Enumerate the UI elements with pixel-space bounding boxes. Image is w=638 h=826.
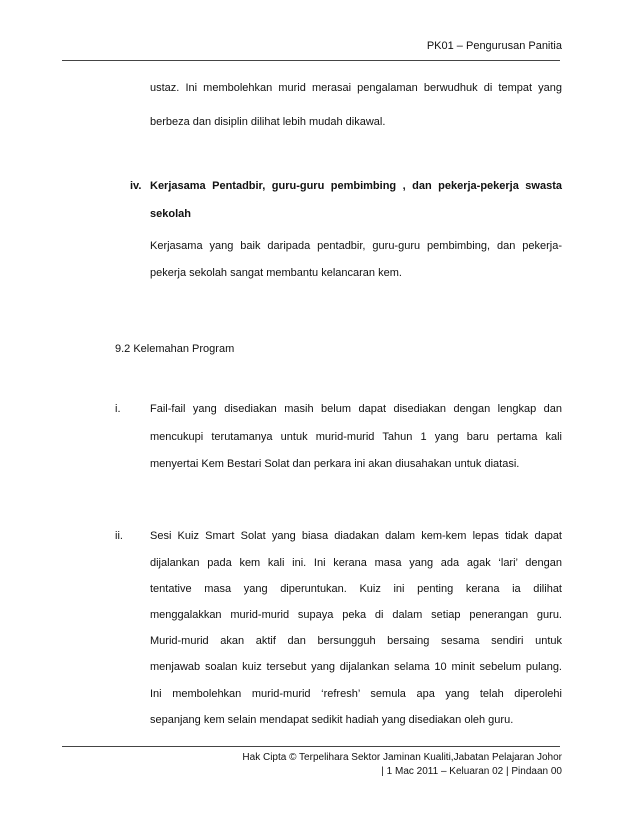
paragraph-line: menggalakkan murid-murid supaya peka di dalam setiap penerangan guru.	[150, 609, 562, 621]
paragraph-line: berbeza dan disiplin dilihat lebih mudah dikawal.	[150, 116, 386, 128]
section-iv-heading: Kerjasama Pentadbir, guru-guru pembimbing , dan pekerja-pekerja swasta	[150, 180, 562, 192]
item-i-marker: i.	[115, 403, 121, 415]
paragraph-line: Ini membolehkan murid-murid ‘refresh’ semula apa yang telah diperolehi	[150, 688, 562, 700]
paragraph-line: sepanjang kem selain mendapat sedikit hadiah yang disediakan oleh guru.	[150, 714, 514, 726]
paragraph-line: mencukupi terutamanya untuk murid-murid Tahun 1 yang baru pertama kali	[150, 431, 562, 443]
paragraph-line: pekerja sekolah sangat membantu kelancaran kem.	[150, 267, 402, 279]
footer-revision: | 1 Mac 2011 – Keluaran 02 | Pindaan 00	[381, 766, 562, 777]
item-ii-marker: ii.	[115, 530, 123, 542]
section-iv-heading: sekolah	[150, 208, 191, 220]
section-iv-marker: iv.	[130, 180, 142, 192]
section-92-title: 9.2 Kelemahan Program	[115, 343, 235, 355]
paragraph-line: tentative masa yang diperuntukan. Kuiz ini penting kerana ia dilihat	[150, 583, 562, 595]
paragraph-line: menyertai Kem Bestari Solat dan perkara ini akan diusahakan untuk diatasi.	[150, 458, 520, 470]
paragraph-line: Kerjasama yang baik daripada pentadbir, guru-guru pembimbing, dan pekerja-	[150, 240, 562, 252]
footer-copyright: Hak Cipta © Terpelihara Sektor Jaminan Kualiti,Jabatan Pelajaran Johor	[242, 752, 562, 763]
paragraph-line: Murid-murid akan aktif dan bersungguh bersaing sesama sendiri untuk	[150, 635, 562, 647]
paragraph-line: Fail-fail yang disediakan masih belum dapat disediakan dengan lengkap dan	[150, 403, 562, 415]
footer-rule	[62, 746, 560, 747]
header-title: PK01 – Pengurusan Panitia	[426, 40, 562, 52]
paragraph-line: ustaz. Ini membolehkan murid merasai pengalaman berwudhuk di tempat yang	[150, 82, 562, 94]
paragraph-line: Sesi Kuiz Smart Solat yang biasa diadakan dalam kem-kem lepas tidak dapat	[150, 530, 562, 542]
paragraph-line: dijalankan pada kem kali ini. Ini kerana masa yang ada agak ‘lari’ dengan	[150, 557, 562, 569]
paragraph-line: menjawab soalan kuiz tersebut yang dijalankan selama 10 minit sebelum pulang.	[150, 661, 562, 673]
header-rule	[62, 60, 560, 61]
